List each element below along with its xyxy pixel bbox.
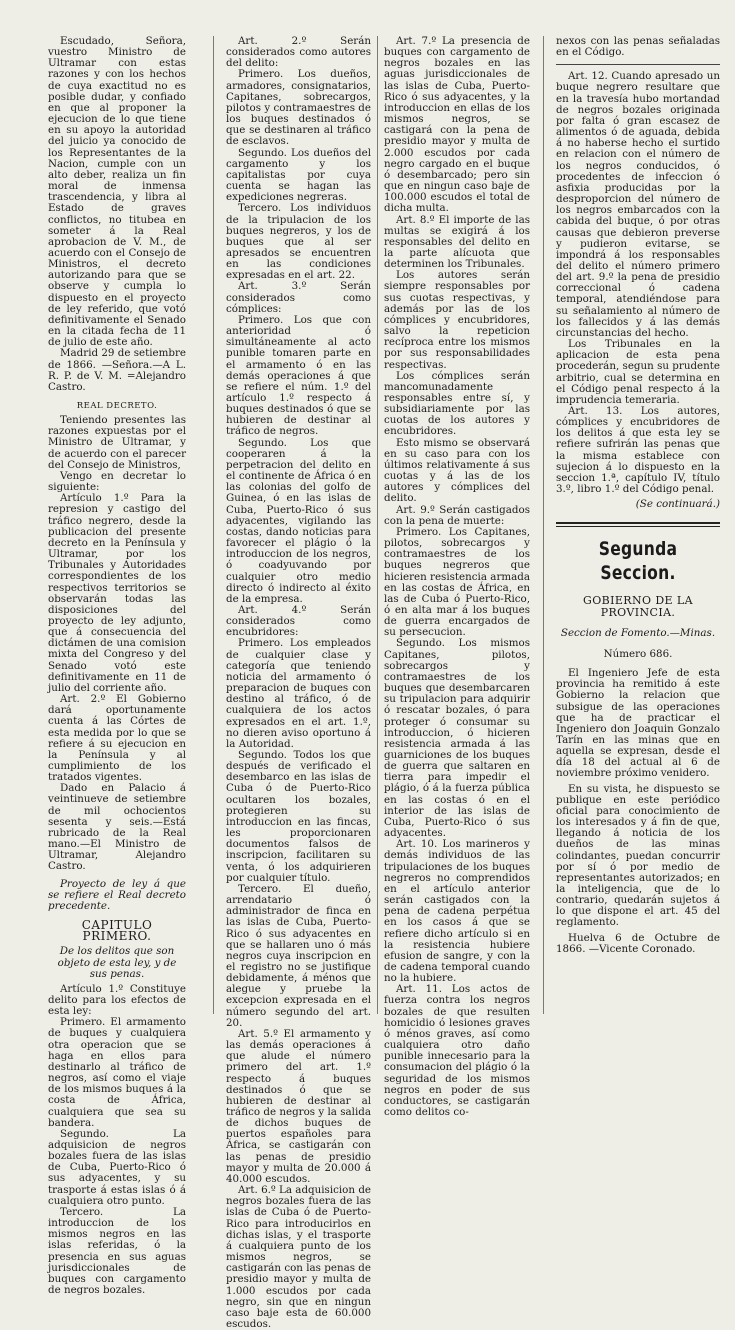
paragraph: Art. 2.º El Gobierno dará oportunamente cuenta á las Córtes de esta medida por lo que se refiere á su ejecucion en la Península y al cumplimiento de los tratados vigentes.: [48, 693, 186, 784]
paragraph: Art. 7.º La presencia de buques con cargamento de negros bozales en las aguas jurisdiccionales de las islas de Cuba, Puerto-Rico ó sus adyacentes, y la introduccion en ellas de los mismos negros, se castigará con la pena de presidio mayor y multa de 2.000 escudos por cada negro cargado en el buque ó desembarcado; pero sin que en ningun caso baje de 100.000 escudos el total de dicha multa.: [384, 35, 530, 215]
paragraph: Art. 11. Los actos de fuerza contra los negros bozales de que resulten homicidio ó lesiones graves ó ménos graves, así como cualquiera otro daño punible innecesario para la consumacion del plágio ó la seguridad de los mismos negros en poder de sus conductores, se castigarán como delitos co-: [384, 983, 530, 1118]
paragraph: Art. 10. Los marineros y demás individuos de las tripulaciones de los buques negreros no comprendidos en el artículo anterior serán castigados con la pena de cadena perpétua en los casos á que se refiere dicho artículo si en la resistencia hubiere efusion de sangre, y con la de cadena temporal cuando no la hubiere.: [384, 838, 530, 985]
section-title: Segunda Seccion.: [598, 538, 678, 585]
paragraph: Art. 13. Los autores, cómplices y encubridores de los delitos á que esta ley se refiere sufrirán las penas que la misma establece con sujecion á lo dispuesto en la seccion 1.ª, capítulo IV, título 3.º, libro 1.º del Código penal.: [556, 405, 720, 496]
column-rule-3: [543, 36, 544, 1014]
paragraph: Art. 12. Cuando apresado un buque negrero resultare que en la travesía hubo mortandad de negros bozales originada por falta ó gran escasez de alimentos ó de aguada, debida á no haberse hecho el surtido en relacion con el número de los negros conducidos, ó procedentes de infeccion ó asfixia producidas por la desproporcion del número de los negros embarcados con la cabida del buque, ó por otras causas que debieron preverse y pudieron evitarse, se impondrá á los responsables del delito el número primero del art. 9.º la pena de presidio correccional ó cadena temporal, atendiéndose para su señalamiento al número de los fallecidos y á las demás circunstancias del hecho.: [556, 70, 720, 339]
column-4: [556, 36, 720, 1014]
paragraph: Primero. Los dueños, armadores, consignatarios, Capitanes, sobrecargos, pilotos y contramaestres de los buques destinados ó que se destinaren al tráfico de esclavos.: [226, 68, 371, 148]
paragraph: Segundo. Los mismos Capitanes, pilotos, sobrecargos y contramaestres de los buques que desembarcaren su tripulacion para adquirir ó rescatar bozales, ó para proteger ó consumar su introduccion, ó hicieren resistencia armada á las guarniciones de los buques de guerra que saltaren en tierra para impedir el plágio, ó á la fuerza pública en las costas ó en el interior de las islas de Cuba, Puerto-Rico ó sus adyacentes.: [384, 637, 530, 840]
paragraph: Dado en Palacio á veintinueve de setiembre de mil ochocientos sesenta y seis.—Está rubricado de la Real mano.—El Ministro de Ultramar, Alejandro Castro.: [48, 782, 186, 873]
paragraph: Los autores serán siempre responsables por sus cuotas respectivas, y además por las de los cómplices y encubridores, salvo la repeticion recíproca entre los mismos por sus responsabilidades respectivas.: [384, 269, 530, 371]
paragraph: Art. 9.º Serán castigados con la pena de muerte:: [384, 503, 530, 527]
paragraph: nexos con las penas señaladas en el Código.: [556, 35, 720, 59]
paragraph: Tercero. El dueño, arrendatario ó administrador de finca en las islas de Cuba, Puerto-Rico ó sus adyacentes en que se hallaren uno ó más negros cuya inscripcion en el registro no se justifique debidamente, á ménos que alegue y pruebe la excepcion expresada en el número segundo del art. 20.: [226, 882, 371, 1029]
notice-number: Número 686.: [603, 647, 673, 660]
continued-note: (Se continuará.): [635, 498, 720, 511]
paragraph: Segundo. Los que cooperaren á la perpetracion del delito en el continente de África ó en las colonias del golfo de Guinea, ó en las islas de Cuba, Puerto-Rico ó sus adyacentes, vigilando las costas, dando noticias para favorecer el plágio ó la introduccion de los negros, ó coadyuvando por cualquier otro medio directo ó indirecto al éxito de la empresa.: [226, 436, 371, 605]
chapter-title: CAPITULO PRIMERO.: [81, 918, 153, 944]
section-divider: [556, 522, 720, 527]
paragraph: Art. 4.º Serán considerados como encubridores:: [226, 603, 371, 639]
paragraph: Segundo. Todos los que después de verificado el desembarco en las islas de Cuba ó de Puerto-Rico ocultaren los bozales, protegieren su introduccion en las fincas, les proporcionaren documentos falsos de inscripcion, facilitaren su venta, ó los adquirieren por cualquier título.: [226, 749, 371, 884]
government-title: GOBIERNO DE LA PROVINCIA.: [583, 594, 693, 619]
paragraph: Segundo. Los dueños del cargamento y los capitalistas por cuya cuenta se hagan las expediciones negreras.: [226, 146, 371, 204]
paragraph: Primero. Los empleados de cualquier clase y categoría que teniendo noticia del armamento ó preparacion de buques con destino al tráfico, ó de cualquiera de los actos expresados en el art. 1.º, no dieren aviso oportuno á la Autoridad.: [226, 637, 371, 750]
paragraph: Artículo 1.º Constituye delito para los efectos de esta ley:: [48, 982, 186, 1018]
column-1: [48, 35, 186, 1297]
paragraph: Art. 5.º El armamento y las demás operaciones á que alude el número primero del art. 1.º respecto á buques destinados ó que se hubieren de destinar al tráfico de negros y la salida de dichos buques de puertos españoles para África, se castigarán con las penas de presidio mayor y multa de 20.000 á 40.000 escudos.: [226, 1027, 371, 1185]
column-3: [384, 35, 530, 1118]
divider: [556, 64, 720, 65]
paragraph: Tercero. Los individuos de la tripulacion de los buques negreros, y los de buques que al ser apresados se encuentren en las condiciones expresadas en el art. 22.: [226, 202, 371, 282]
paragraph: En su vista, he dispuesto se publique en este periódico oficial para conocimiento de los interesados y á fin de que, llegando á noticia de los dueños de las minas colindantes, puedan concurrir por sí ó por medio de representantes autorizados; en la inteligencia, que de lo contrario, quedarán sujetos á lo que dispone el art. 45 del reglamento.: [556, 782, 720, 929]
paragraph: Madrid 29 de setiembre de 1866. —Señora.—A L. R. P. de V. M. =Alejandro Castro.: [48, 347, 186, 393]
chapter-subtitle: De los delitos que son objeto de esta ley, y de sus penas.: [57, 945, 177, 980]
decree-title: REAL DECRETO.: [76, 401, 158, 411]
paragraph: Vengo en decretar lo siguiente:: [48, 469, 186, 494]
column-2: [226, 35, 371, 1330]
paragraph: Primero. El armamento de buques y cualquiera otra operacion que se haga en ellos para destinarlo al tráfico de negros, así como el viaje de los mismos buques á la costa de África, cualquiera que sea su bandera.: [48, 1016, 186, 1129]
paragraph: Art. 8.º El importe de las multas se exigirá á los responsables del delito en la parte alícuota que determinen los Tribunales.: [384, 213, 530, 271]
paragraph: Art. 6.º La adquisicion de negros bozales fuera de las islas de Cuba ó de Puerto-Rico para introducirlos en dichas islas, y el trasporte á cualquiera punto de los mismos negros, se castigarán con las penas de presidio mayor y multa de 1.000 escudos por cada negro, sin que en ningun caso baje esta de 60.000 escudos.: [226, 1184, 371, 1330]
bill-caption: Proyecto de ley á que se refiere el Real decreto precedente.: [48, 877, 186, 912]
paragraph: Primero. Los que con anterioridad ó simultáneamente al acto punible tomaren parte en el armamento ó en las demás operaciones á que se refiere el núm. 1.º del artículo 1.º respecto á buques destinados ó que se hubieren de destinar al tráfico de negros.: [226, 313, 371, 438]
column-rule-2: [377, 36, 378, 1014]
paragraph: Teniendo presentes las razones expuestas por el Ministro de Ultramar, y de acuerdo con el parecer del Consejo de Ministros,: [48, 414, 186, 471]
signature-line: Huelva 6 de Octubre de 1866. —Vicente Coronado.: [556, 931, 720, 955]
paragraph: Los cómplices serán mancomunadamente responsables entre sí, y subsidiariamente por las cuotas de los autores y encubridores.: [384, 369, 530, 438]
paragraph: Artículo 1.º Para la represion y castigo del tráfico negrero, desde la publicacion del presente decreto en la Península y Ultramar, por los Tribunales y Autoridades correspondientes de los respectivos territorios se observarán todas las disposiciones del proyecto de ley adjunto, que á consecuencia del dictámen de una comision mixta del Congreso y del Senado votó este definitivamente en 11 de julio del corriente año.: [48, 492, 186, 694]
paragraph: Primero. Los Capitanes, pilotos, sobrecargos y contramaestres de los buques negreros que hicieren resistencia armada en las costas de África, en las de Cuba ó Puerto-Rico, ó en alta mar á los buques de guerra encargados de su persecucion.: [384, 525, 530, 639]
paragraph: Escudado, Señora, vuestro Ministro de Ultramar con estas razones y con los hechos de cuya exactitud no es posible dudar, y confiado en que al proponer la ejecucion de lo que tiene en su apoyo la autoridad del juicio ya conocido de los Representantes de la Nacion, cumple con un alto deber, realiza un fin moral de inmensa trascendencia, y libra al Estado de graves conflictos, no titubea en someter á la Real aprobacion de V. M., de acuerdo con el Consejo de Ministros, el decreto autorizando para que se observe y cumpla lo dispuesto en el proyecto de ley referido, que votó definitivamente el Senado en la citada fecha de 11 de julio de este año.: [48, 35, 186, 349]
paragraph: Art. 3.º Serán considerados como cómplices:: [226, 280, 371, 315]
paragraph: Los Tribunales en la aplicacion de esta pena procederán, segun su prudente arbitrio, cual se determina en el Código penal respecto á la imprudencia temeraria.: [556, 338, 720, 406]
column-rule-1: [213, 36, 214, 1014]
paragraph: Art. 2.º Serán considerados como autores del delito:: [226, 35, 371, 70]
paragraph: El Ingeniero Jefe de esta provincia ha remitido á este Gobierno la relacion que subsigue de las operaciones que ha de practicar el Ingeniero don Joaquin Gonzalo Tarín en las minas que en aquella se expresan, desde el día 18 del actual al 6 de noviembre próximo venidero.: [556, 667, 720, 780]
paragraph: Tercero. La introduccion de los mismos negros en las islas referidas, ó la presencia en sus aguas jurisdiccionales de buques con cargamento de negros bozales.: [48, 1205, 186, 1297]
subsection-title: Seccion de Fomento.—Minas.: [560, 626, 716, 639]
paragraph: Segundo. La adquisicion de negros bozales fuera de las islas de Cuba, Puerto-Rico ó sus adyacentes, y su trasporte á estas islas ó á cualquiera otro punto.: [48, 1127, 186, 1207]
paragraph: Esto mismo se observará en su caso para con los últimos relativamente á sus cuotas y á las de los autores y cómplices del delito.: [384, 436, 530, 505]
